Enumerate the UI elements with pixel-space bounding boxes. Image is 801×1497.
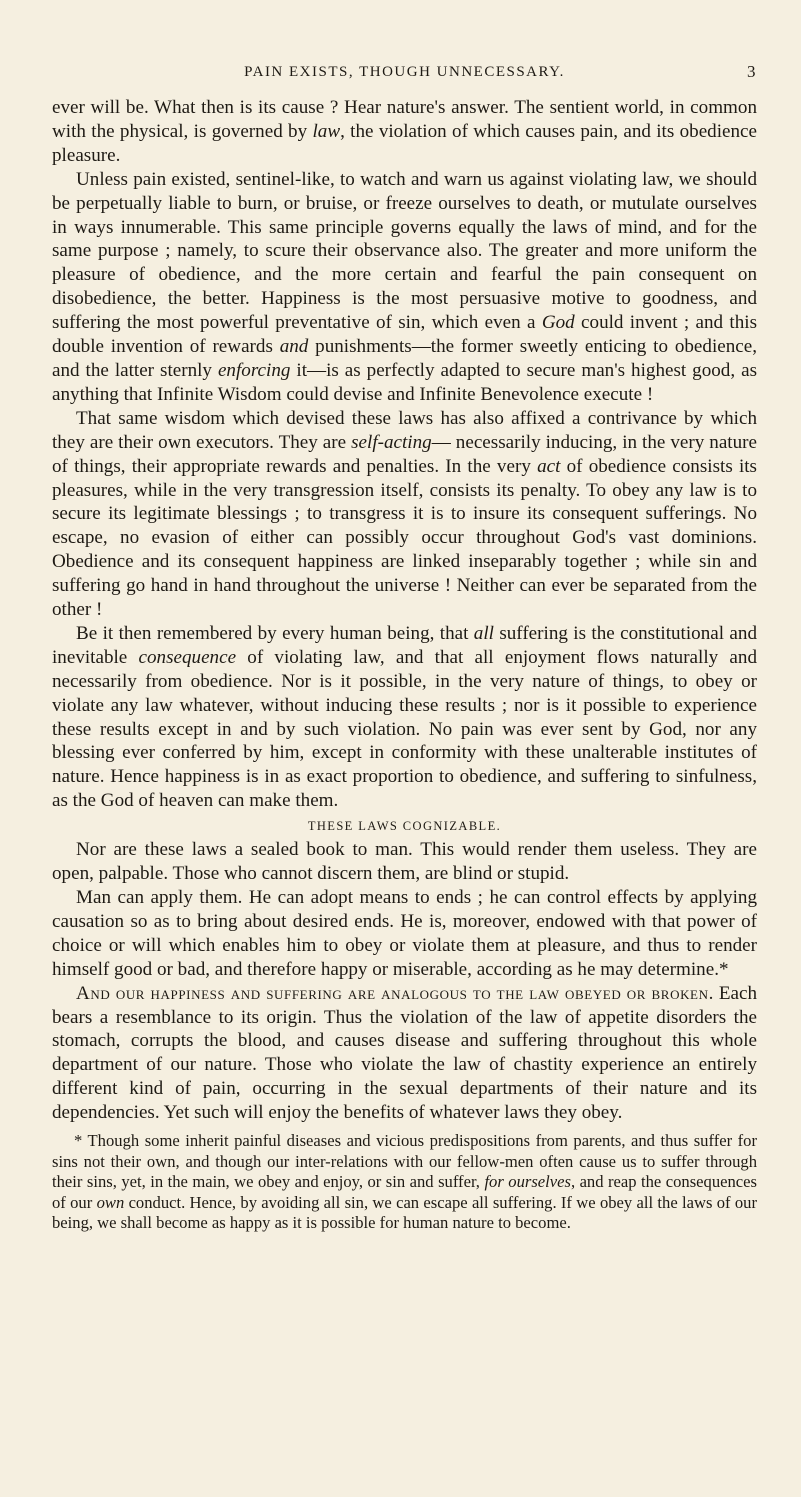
paragraph-2 <box>52 168 757 407</box>
italic-run: self-acting <box>351 431 432 453</box>
italic-run: law <box>312 120 341 142</box>
paragraph-3 <box>52 407 757 622</box>
paragraph-7 <box>52 982 757 1125</box>
section-subheading: THESE LAWS COGNIZABLE. <box>307 819 502 834</box>
italic-run: enforcing <box>217 359 291 381</box>
running-title: PAIN EXISTS, THOUGH UNNECESSARY. <box>244 64 565 80</box>
footnote-paragraph <box>52 1131 757 1234</box>
paragraph-4 <box>52 622 757 813</box>
italic-run: for ourselves <box>484 1172 571 1192</box>
text-run: ever will be. What then is its cause ? Hear nature's answer. The sentient world, in common with the physical, is governed by <box>52 97 757 142</box>
body-text <box>52 96 757 1125</box>
text-run: it—is as perfectly adapted to secure man's highest good, as anything that Infinite Wisdom could devise and Infinite Benevolence execute ! <box>52 359 758 405</box>
paragraph-6: Man can apply them. He can adopt means to ends ; he can control effects by applying causation so as to bring about desired ends. He is, moreover, endowed with that power of choice or will which enables him to obey or violate them at pleasure, and thus to render himself good or bad, and therefore happy or miserable, according as he may determine.* <box>52 887 757 980</box>
text-run: conduct. Hence, by avoiding all sin, we can escape all suffering. If we obey all the laws of our being, we shall become as happy as it is possible for human nature to become. <box>52 1192 757 1233</box>
italic-run: God <box>541 312 575 334</box>
text-run: * Though some inherit painful diseases and vicious predispositions from parents, and thus suffer for sins not their own, and though our inter-relations with our fellow-men often cause us to suffer through their sins, yet, in the main, we obey and enjoy, or sin and suffer, <box>52 1131 757 1192</box>
text-run: of obedience consists its pleasures, while in the very transgression itself, consists its penalty. To obey any law is to secure its legitimate blessings ; to transgress it is to insure its consequent sufferings. No escape, no evasion of either can possibly occur throughout God's vast dominions. Obedience and its consequent happiness are linked inseparably together ; while sin and suffering go hand in hand throughout the universe ! Neither can ever be separated from the other ! <box>52 455 757 621</box>
text-run: punishments—the former sweetly enticing to obedience, and the latter sternly <box>52 336 757 381</box>
paragraph-1 <box>52 96 757 168</box>
footnote <box>52 1131 757 1234</box>
text-run: Unless pain existed, sentinel-like, to watch and warn us against violating law, we should be perpetually liable to burn, or bruise, or freeze ourselves to death, or mutulate ourselves in ways innumerable. This same principle governs equally the laws of mind, and for the same purpose ; namely, to scure their observance also. The greater and more uniform the pleasure of obedience, and the more certain and fearful the pain consequent on disobedience, the better. Happiness is the most persuasive motive to goodness, and suffering the most powerful preventative of sin, which even a <box>52 168 757 334</box>
italic-run: consequence <box>138 646 237 668</box>
running-head <box>52 62 757 82</box>
text-run: , and reap the consequences of our <box>52 1172 757 1212</box>
text-run: That same wisdom which devised these laws has also affixed a contrivance by which they are their own executors. They are <box>52 407 757 453</box>
text-run: could invent ; and this double invention of rewards <box>52 312 757 358</box>
small-caps-run: And our happiness and suffering are analogous to the law obeyed or broken. <box>76 982 714 1004</box>
italic-run: all <box>473 622 494 644</box>
text-run: — necessarily inducing, in the very nature of things, their appropriate rewards and penalties. In the very <box>52 431 757 477</box>
text-run: , the violation of which causes pain, and its obedience pleasure. <box>52 120 757 166</box>
text-run: suffering is the constitutional and inevitable <box>52 622 757 668</box>
text-run: Each bears a resemblance to its origin. Thus the violation of the law of appetite disorders the stomach, corrupts the blood, and causes disease and suffering throughout this whole department of our nature. Those who violate the law of chastity experience an entirely different kind of pain, occurring in the sexual departments of their nature and its dependencies. Yet such will enjoy the benefits of whatever laws they obey. <box>52 982 757 1124</box>
italic-run: act <box>537 455 561 477</box>
italic-run: and <box>279 336 309 358</box>
text-run: Be it then remembered by every human being, that <box>76 622 474 644</box>
page-number: 3 <box>747 62 757 81</box>
text-run: of violating law, and that all enjoyment flows naturally and necessarily from obedience. Nor is it possible, in the very nature of things, to obey or violate any law whatever, without inducing these results ; nor is it possible to experience these results except in and by such violation. No pain was ever sent by God, nor any blessing ever conferred by him, except in conformity with these unalterable institutes of nature. Hence happiness is in as exact proportion to obedience, and suffering to sinfulness, as the God of heaven can make them. <box>52 646 757 812</box>
italic-run: own <box>96 1192 125 1212</box>
paragraph-5: Nor are these laws a sealed book to man. This would render them useless. They are open, palpable. Those who cannot discern them, are blind or stupid. <box>52 839 757 885</box>
